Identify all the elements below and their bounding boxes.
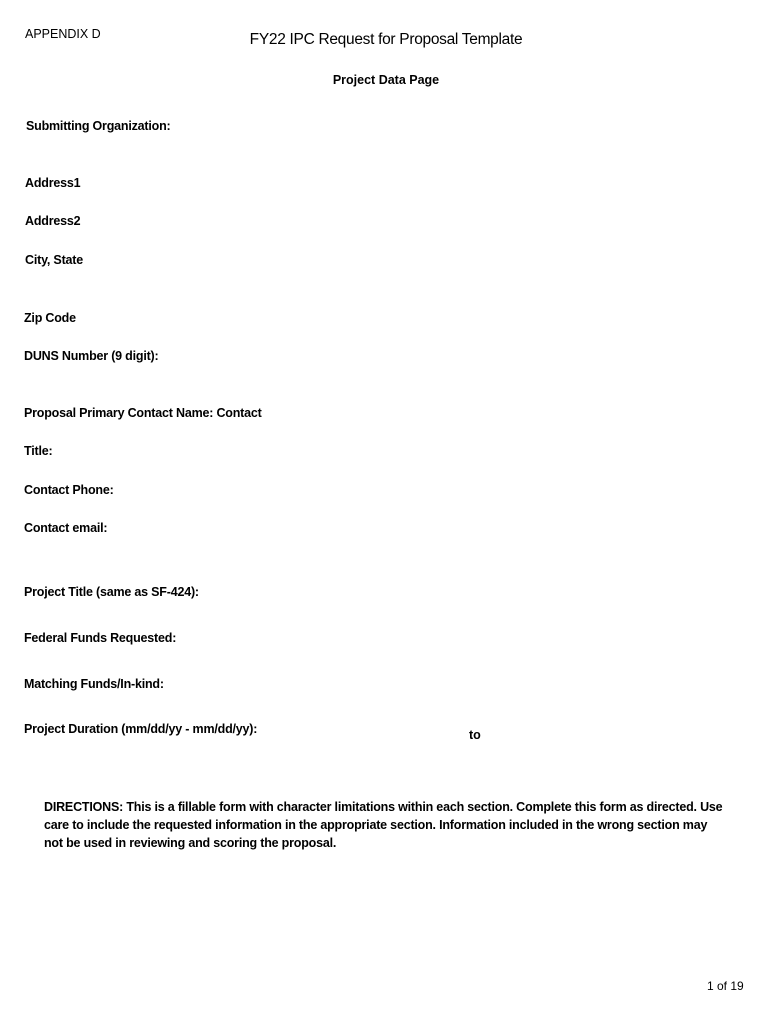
- duns-number-label: DUNS Number (9 digit):: [24, 349, 159, 363]
- address1-label: Address1: [25, 176, 81, 190]
- duration-start-field[interactable]: [300, 728, 460, 744]
- address2-field[interactable]: [90, 214, 730, 230]
- zip-code-field[interactable]: [90, 311, 730, 327]
- duns-number-field[interactable]: [180, 349, 730, 365]
- address2-label: Address2: [25, 214, 81, 228]
- page-number: 1 of 19: [707, 979, 744, 993]
- page-subtitle: Project Data Page: [332, 73, 440, 87]
- zip-code-label: Zip Code: [24, 311, 76, 325]
- submitting-organization-label: Submitting Organization:: [26, 119, 171, 133]
- contact-email-field[interactable]: [125, 521, 730, 537]
- appendix-label: APPENDIX D: [25, 27, 101, 41]
- matching-funds-label: Matching Funds/In-kind:: [24, 677, 164, 691]
- page-title: FY22 IPC Request for Proposal Template: [249, 31, 523, 48]
- contact-title-field[interactable]: [70, 444, 730, 460]
- contact-title-label: Title:: [24, 444, 53, 458]
- contact-phone-field[interactable]: [130, 483, 730, 499]
- federal-funds-label: Federal Funds Requested:: [24, 631, 177, 645]
- project-title-field[interactable]: [218, 585, 730, 601]
- project-duration-label: Project Duration (mm/dd/yy - mm/dd/yy):: [24, 722, 258, 736]
- duration-end-field[interactable]: [490, 728, 690, 744]
- contact-phone-label: Contact Phone:: [24, 483, 114, 497]
- city-state-label: City, State: [25, 253, 83, 267]
- directions-text: DIRECTIONS: This is a fillable form with character limitations within each section. Complete this form as directed. Use care to include the requested information in the appropriate section. Information included in the wrong section may not be used in reviewing and scoring the proposal.: [44, 800, 723, 850]
- project-title-label: Project Title (same as SF-424):: [24, 585, 199, 599]
- federal-funds-field[interactable]: [195, 631, 730, 647]
- primary-contact-name-label: Proposal Primary Contact Name: Contact: [24, 406, 262, 420]
- city-state-field[interactable]: [100, 253, 730, 269]
- address1-field[interactable]: [90, 176, 730, 192]
- contact-email-label: Contact email:: [24, 521, 108, 535]
- duration-to-label: to: [469, 728, 481, 742]
- submitting-organization-field[interactable]: [190, 119, 730, 135]
- matching-funds-field[interactable]: [190, 677, 730, 693]
- primary-contact-name-field[interactable]: [285, 406, 730, 422]
